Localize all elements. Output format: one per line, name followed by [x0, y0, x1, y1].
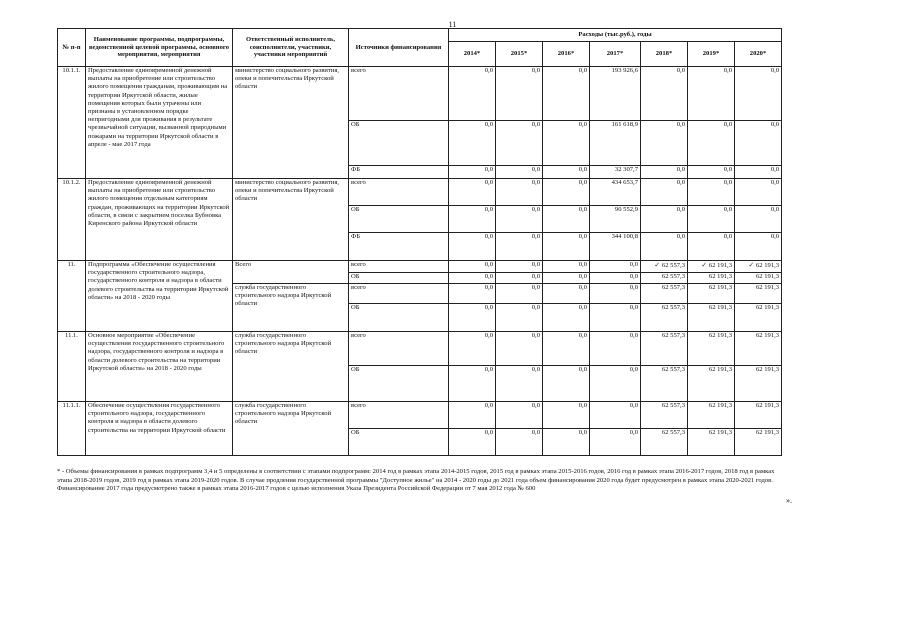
- amount-cell: 0,0: [496, 304, 543, 332]
- amount-cell: 62 191,3: [688, 402, 735, 429]
- table-row: [58, 261, 782, 273]
- funding-source: всего: [349, 332, 449, 366]
- amount-cell: 0,0: [735, 206, 782, 233]
- funding-source: всего: [349, 67, 449, 121]
- amount-cell: 0,0: [496, 429, 543, 456]
- amount-cell: 0,0: [496, 206, 543, 233]
- amount-cell: 434 653,7: [590, 179, 641, 206]
- amount-cell: 0,0: [496, 179, 543, 206]
- funding-source: ФБ: [349, 233, 449, 261]
- amount-cell: [688, 261, 735, 273]
- header-year: 2017*: [590, 42, 641, 67]
- amount-value: 62 557,3: [661, 262, 685, 269]
- amount-cell: 0,0: [543, 429, 590, 456]
- amount-cell: 0,0: [735, 166, 782, 179]
- amount-value: 62 191,3: [708, 262, 732, 269]
- amount-cell: 0,0: [449, 67, 496, 121]
- amount-cell: 0,0: [543, 366, 590, 402]
- header-year: 2015*: [496, 42, 543, 67]
- amount-cell: 0,0: [641, 206, 688, 233]
- amount-cell: 0,0: [496, 233, 543, 261]
- amount-cell: 0,0: [496, 166, 543, 179]
- check-mark-icon: ✓: [748, 261, 756, 269]
- amount-cell: 0,0: [590, 366, 641, 402]
- amount-cell: 0,0: [543, 121, 590, 166]
- table-row: [58, 179, 782, 206]
- amount-cell: 0,0: [449, 166, 496, 179]
- closing-quote: ».: [786, 496, 792, 505]
- amount-cell: 62 191,3: [688, 284, 735, 304]
- header-year: 2019*: [688, 42, 735, 67]
- amount-cell: 344 100,8: [590, 233, 641, 261]
- amount-cell: 0,0: [641, 67, 688, 121]
- funding-source: всего: [349, 179, 449, 206]
- header-year: 2018*: [641, 42, 688, 67]
- amount-cell: 62 557,3: [641, 273, 688, 284]
- amount-cell: 0,0: [735, 121, 782, 166]
- amount-cell: 0,0: [590, 261, 641, 273]
- funding-source: ОБ: [349, 366, 449, 402]
- amount-cell: 62 557,3: [641, 429, 688, 456]
- funding-source: всего: [349, 284, 449, 304]
- footnotes: [57, 468, 785, 494]
- amount-cell: 62 191,3: [735, 366, 782, 402]
- amount-cell: 0,0: [590, 284, 641, 304]
- amount-cell: 0,0: [543, 304, 590, 332]
- item-name: Предоставление единовременной денежной выплаты на приобретение или строительство жилого помещения гражданам, проживающим на территории Иркутской области, жилые помещения которых были утрачены или признаны в установленном порядке непригодными для проживания в результате чрезвычайной ситуации, вызванной природными пожарами на территории Иркутской области в апреле - мае 2017 года: [86, 67, 233, 179]
- item-number: 10.1.1.: [58, 67, 86, 179]
- amount-cell: 0,0: [543, 179, 590, 206]
- amount-cell: 0,0: [496, 284, 543, 304]
- amount-cell: 62 191,3: [735, 284, 782, 304]
- amount-cell: 0,0: [449, 261, 496, 273]
- amount-value: 62 191,3: [755, 262, 780, 269]
- amount-cell: 0,0: [449, 429, 496, 456]
- item-number: 11.1.: [58, 332, 86, 402]
- item-executor: служба государственного строительного надзора Иркутской области: [233, 402, 349, 456]
- amount-cell: 62 557,3: [641, 402, 688, 429]
- amount-cell: 0,0: [688, 179, 735, 206]
- amount-cell: 193 926,6: [590, 67, 641, 121]
- amount-cell: 0,0: [496, 366, 543, 402]
- funding-source: ОБ: [349, 206, 449, 233]
- amount-cell: 0,0: [543, 273, 590, 284]
- amount-cell: 0,0: [590, 304, 641, 332]
- amount-cell: 90 552,9: [590, 206, 641, 233]
- check-mark-icon: ✓: [654, 261, 662, 269]
- amount-cell: 0,0: [449, 332, 496, 366]
- amount-cell: 0,0: [496, 332, 543, 366]
- item-number: 11.1.1.: [58, 402, 86, 456]
- amount-cell: 62 191,3: [688, 332, 735, 366]
- header-no: № п-п: [58, 29, 86, 67]
- item-name: Подпрограмма «Обеспечение осуществления государственного строительного надзора, государственного контроля и надзора в области долевого строительства на территории Иркутской области» на 2018 - 2020 годы: [86, 261, 233, 332]
- amount-cell: 0,0: [688, 166, 735, 179]
- amount-cell: 62 557,3: [641, 366, 688, 402]
- item-executor: министерство социального развития, опеки и попечительства Иркутской области: [233, 67, 349, 179]
- amount-cell: 62 191,3: [688, 273, 735, 284]
- footnote-funding: Финансирование 2017 года предусмотрено также в рамках этапа 2016-2017 годов с целью исполнения Указа Президента Российской Федерации от 7 мая 2012 года № 600: [57, 485, 536, 493]
- financing-table: [57, 28, 782, 456]
- amount-cell: 62 191,3: [735, 332, 782, 366]
- item-executor: министерство социального развития, опеки и попечительства Иркутской области: [233, 179, 349, 261]
- amount-cell: 0,0: [449, 284, 496, 304]
- item-name: Основное мероприятие «Обеспечение осуществления государственного строительного надзора, государственного контроля и надзора в области долевого строительства на территории Иркутской области» на 2018 - 2020 годы: [86, 332, 233, 402]
- table-row: [58, 402, 782, 429]
- amount-cell: [641, 261, 688, 273]
- amount-cell: 0,0: [735, 67, 782, 121]
- amount-cell: 0,0: [688, 206, 735, 233]
- amount-cell: 0,0: [688, 233, 735, 261]
- amount-cell: 62 191,3: [688, 304, 735, 332]
- header-name: Наименование программы, подпрограммы, ведомственной целевой программы, основного мероприятия, мероприятия: [86, 29, 233, 67]
- amount-cell: 0,0: [590, 273, 641, 284]
- amount-cell: 0,0: [449, 304, 496, 332]
- item-name: Обеспечение осуществления государственного строительного надзора, государственного контроля и надзора в области долевого строительства на территории Иркутской области: [86, 402, 233, 456]
- amount-cell: 0,0: [641, 179, 688, 206]
- item-number: 10.1.2.: [58, 179, 86, 261]
- funding-source: ОБ: [349, 304, 449, 332]
- amount-cell: 0,0: [543, 284, 590, 304]
- amount-cell: 0,0: [449, 273, 496, 284]
- amount-cell: 32 307,7: [590, 166, 641, 179]
- amount-cell: 62 191,3: [735, 304, 782, 332]
- amount-cell: 0,0: [641, 166, 688, 179]
- amount-cell: 0,0: [688, 121, 735, 166]
- amount-cell: 0,0: [641, 121, 688, 166]
- item-name: Предоставление единовременной денежной выплаты на приобретение или строительство жилого помещения отдельным категориям граждан, проживающих на территории Иркутской области, в связи с закрытием поселка Бубновка Киренского района Иркутской области: [86, 179, 233, 261]
- amount-cell: 0,0: [449, 366, 496, 402]
- amount-cell: 0,0: [735, 233, 782, 261]
- header-year: 2014*: [449, 42, 496, 67]
- amount-cell: 0,0: [449, 233, 496, 261]
- amount-cell: 0,0: [496, 261, 543, 273]
- amount-cell: 0,0: [543, 166, 590, 179]
- header-expenses: Расходы (тыс.руб.), годы: [449, 29, 782, 42]
- item-executor: служба государственного строительного надзора Иркутской области: [233, 332, 349, 402]
- amount-cell: 62 557,3: [641, 332, 688, 366]
- amount-cell: [735, 261, 782, 273]
- amount-cell: 62 557,3: [641, 304, 688, 332]
- amount-cell: 0,0: [496, 402, 543, 429]
- amount-cell: 62 191,3: [735, 429, 782, 456]
- funding-source: ОБ: [349, 121, 449, 166]
- table-row: [58, 332, 782, 366]
- header-source: Источники финансирования: [349, 29, 449, 67]
- page-number: 11: [448, 20, 457, 29]
- amount-cell: 62 557,3: [641, 284, 688, 304]
- amount-cell: 0,0: [735, 179, 782, 206]
- amount-cell: 0,0: [449, 402, 496, 429]
- amount-cell: 0,0: [590, 429, 641, 456]
- amount-cell: 62 191,3: [688, 366, 735, 402]
- amount-cell: 0,0: [543, 206, 590, 233]
- funding-source: всего: [349, 402, 449, 429]
- header-executor: Ответственный исполнитель, соисполнители, участники, участники мероприятий: [233, 29, 349, 67]
- table-row: [58, 67, 782, 121]
- amount-cell: 0,0: [590, 332, 641, 366]
- funding-source: ОБ: [349, 273, 449, 284]
- item-executor: Всего: [233, 261, 349, 284]
- funding-source: всего: [349, 261, 449, 273]
- amount-cell: 0,0: [496, 67, 543, 121]
- amount-cell: 0,0: [543, 402, 590, 429]
- amount-cell: 0,0: [543, 233, 590, 261]
- item-number: 11.: [58, 261, 86, 332]
- amount-cell: 0,0: [641, 233, 688, 261]
- check-mark-icon: ✓: [701, 261, 709, 269]
- funding-source: ОБ: [349, 429, 449, 456]
- amount-cell: 0,0: [449, 179, 496, 206]
- header-year: 2020*: [735, 42, 782, 67]
- amount-cell: 0,0: [590, 402, 641, 429]
- amount-cell: 0,0: [543, 332, 590, 366]
- amount-cell: 0,0: [543, 67, 590, 121]
- amount-cell: 0,0: [688, 67, 735, 121]
- funding-source: ФБ: [349, 166, 449, 179]
- amount-cell: 62 191,3: [688, 429, 735, 456]
- item-executor: служба государственного строительного надзора Иркутской области: [233, 284, 349, 332]
- amount-cell: 0,0: [496, 273, 543, 284]
- amount-cell: 0,0: [449, 121, 496, 166]
- amount-cell: 62 191,3: [735, 273, 782, 284]
- footnote-stages: * - Объемы финансирования в рамках подпрограмм 3,4 и 5 определены в соответствии с этапами подпрограмм: 2014 год в рамках этапа 2014-2015 годов, 2015 год в рамках этапа 2015-2016 годов, 2016 год в рамках этапа 2016-2017 годов, 2018 год в рамках этапа 2018-2019 годов, 2019 год в рамках этапа 2019-2020 годов. В случае продления государственной программы "Доступное жилье" на 2014 - 2020 годы до 2021 года объем финансирования 2020 года будет предусмотрен в рамках этапа 2020-2021 годов.: [57, 468, 775, 484]
- header-year: 2016*: [543, 42, 590, 67]
- amount-cell: 62 191,3: [735, 402, 782, 429]
- amount-cell: 0,0: [449, 206, 496, 233]
- amount-cell: 161 618,9: [590, 121, 641, 166]
- amount-cell: 0,0: [543, 261, 590, 273]
- amount-cell: 0,0: [496, 121, 543, 166]
